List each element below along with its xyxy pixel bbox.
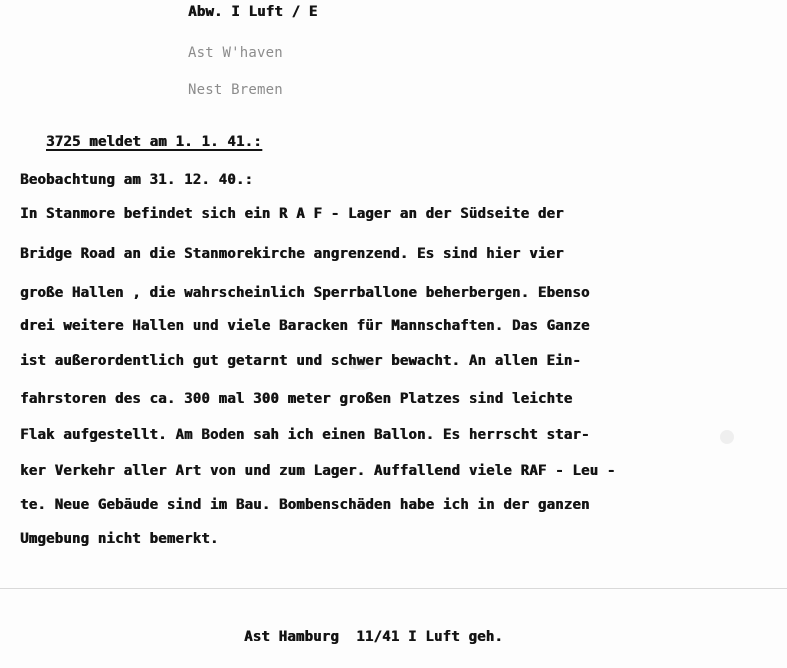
body-line-7: Flak aufgestellt. Am Boden sah ich einen Ballon. Es herrscht star- — [20, 427, 590, 443]
observation-date: Beobachtung am 31. 12. 40.: — [20, 172, 253, 188]
ink-smudge — [720, 430, 734, 444]
department-line: Abw. I Luft / E — [188, 4, 318, 20]
station-line: Ast W'haven — [188, 45, 283, 61]
scan-edge-line — [0, 588, 787, 589]
report-heading: 3725 meldet am 1. 1. 41.: — [46, 134, 262, 150]
body-line-4: drei weitere Hallen und viele Baracken für Mannschaften. Das Ganze — [20, 318, 590, 334]
body-line-6: fahrstoren des ca. 300 mal 300 meter großen Platzes sind leichte — [20, 391, 573, 407]
body-line-8: ker Verkehr aller Art von und zum Lager. Auffallend viele RAF - Leu - — [20, 463, 616, 479]
ink-smudge — [348, 356, 374, 370]
body-line-2: Bridge Road an die Stanmorekirche angrenzend. Es sind hier vier — [20, 246, 564, 262]
footer-sender: Ast Hamburg 11/41 I Luft geh. — [244, 629, 503, 645]
body-line-5: ist außerordentlich gut getarnt und schwer bewacht. An allen Ein- — [20, 353, 581, 369]
body-line-3: große Hallen , die wahrscheinlich Sperrballone beherbergen. Ebenso — [20, 285, 590, 301]
body-line-10: Umgebung nicht bemerkt. — [20, 531, 219, 547]
nest-line: Nest Bremen — [188, 82, 283, 98]
body-line-1: In Stanmore befindet sich ein R A F - Lager an der Südseite der — [20, 206, 564, 222]
body-line-9: te. Neue Gebäude sind im Bau. Bombenschäden habe ich in der ganzen — [20, 497, 590, 513]
